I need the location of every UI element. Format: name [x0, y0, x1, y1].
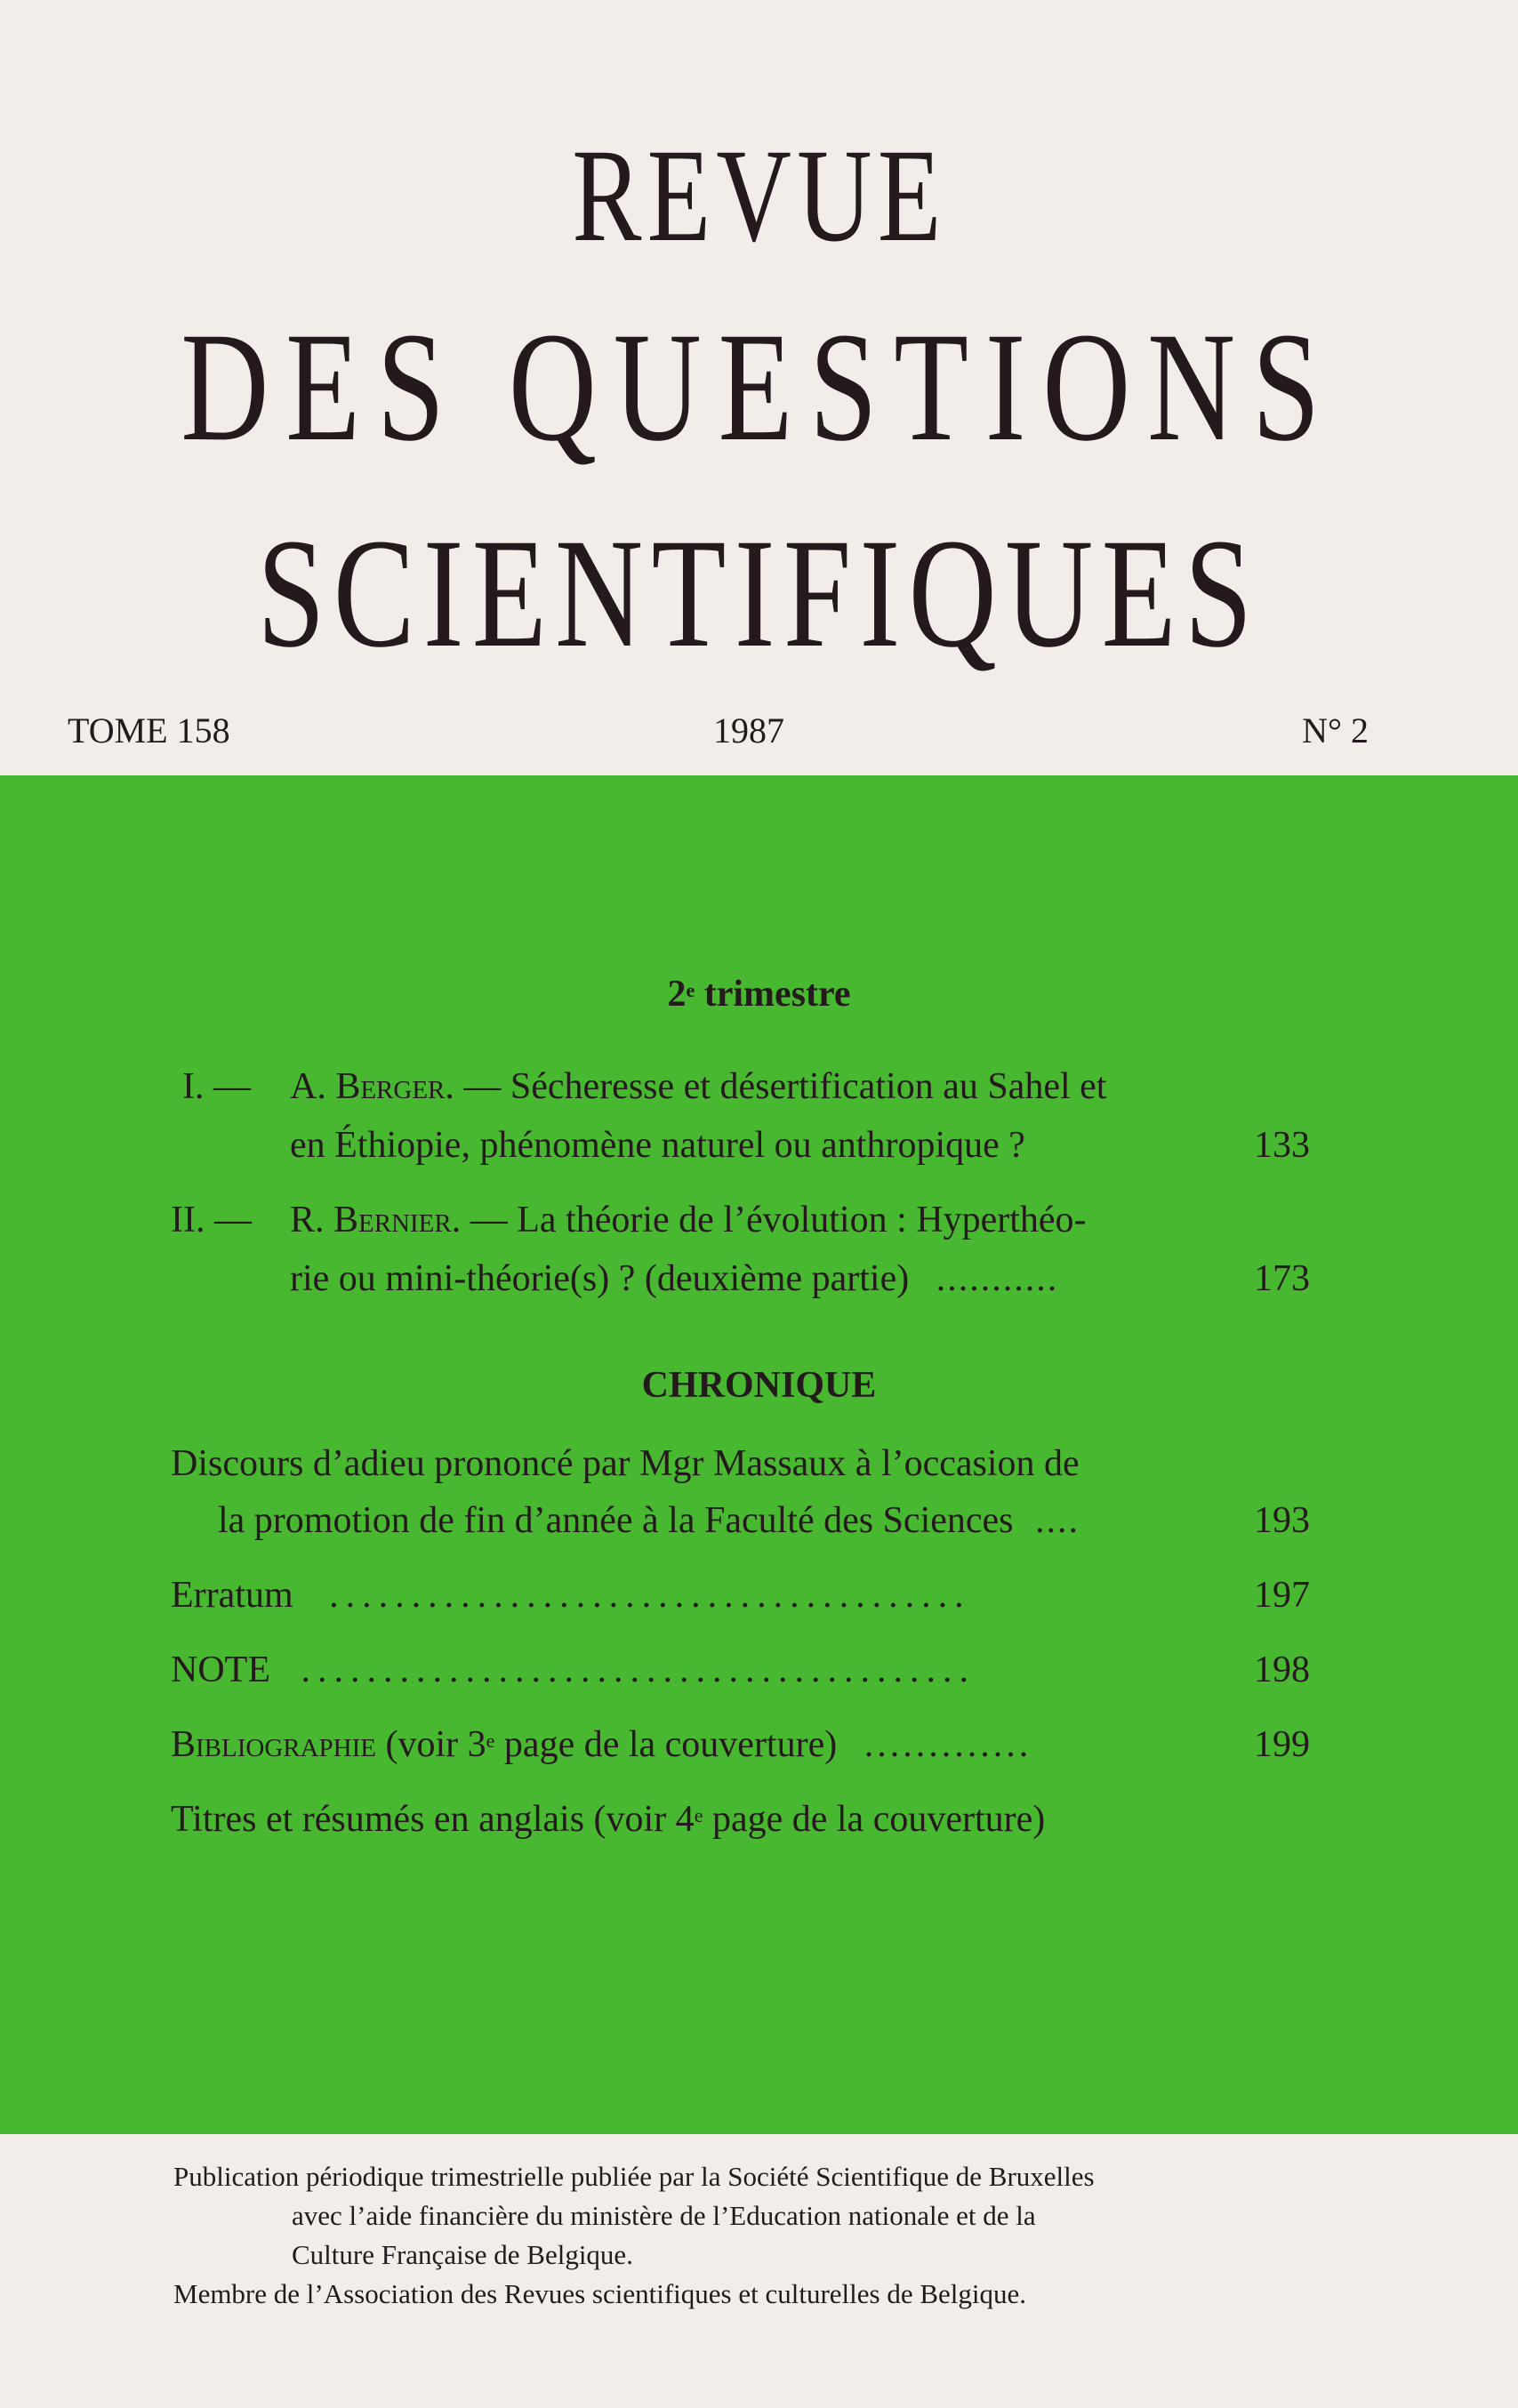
- note-line: [171, 1649, 976, 1691]
- biblio-leader: .............: [863, 1724, 1032, 1765]
- article-2-page: 173: [1254, 1258, 1310, 1299]
- title-line-des-questions: DES QUESTIONS: [181, 301, 1337, 474]
- footer-line-2: avec l’aide financière du ministère de l’Education nationale et de la: [292, 2200, 1036, 2231]
- trimestre-heading: 2e trimestre: [667, 974, 851, 1015]
- article-1-line1: A. Berger. — Sécheresse et désertification au Sahel et: [290, 1066, 1107, 1107]
- article-2-line2: rie ou mini-théorie(s) ? (deuxième partie) ...........: [290, 1258, 1059, 1299]
- erratum-label: Erratum: [171, 1575, 293, 1616]
- table-of-contents-panel: [0, 775, 1518, 2134]
- publication-year: 1987: [713, 710, 784, 750]
- footer-line-1: Publication périodique trimestrielle publiée par la Société Scientifique de Bruxelles: [173, 2161, 1095, 2192]
- article-2-leader: ...........: [936, 1258, 1059, 1299]
- article-2-roman: II. —: [171, 1200, 252, 1240]
- erratum-leader: .......................................: [329, 1575, 971, 1616]
- discours-line1: Discours d’adieu prononcé par Mgr Massaux à l’occasion de: [171, 1443, 1080, 1484]
- article-2-line1: R. Bernier. — La théorie de l’évolution : Hyperthéo-: [290, 1200, 1087, 1240]
- footer-line-3: Culture Française de Belgique.: [292, 2239, 633, 2270]
- cover-header: [0, 0, 1518, 775]
- article-1-page: 133: [1254, 1125, 1310, 1166]
- publication-footer: [0, 2134, 1518, 2408]
- title-line-scientifiques: SCIENTIFIQUES: [257, 507, 1261, 680]
- biblio-line: Bibliographie (voir 3e page de la couverture) .............: [171, 1724, 1032, 1765]
- article-1-line2: en Éthiopie, phénomène naturel ou anthropique ?: [290, 1125, 1025, 1166]
- footer-line-4: Membre de l’Association des Revues scientifiques et culturelles de Belgique.: [173, 2278, 1027, 2309]
- erratum-page: 197: [1254, 1575, 1310, 1616]
- article-1-author: A. Berger.: [290, 1066, 454, 1107]
- title-line-revue: REVUE: [571, 122, 947, 269]
- discours-line2: la promotion de fin d’année à la Faculté des Sciences ....: [218, 1500, 1080, 1541]
- issue-number: N° 2: [1302, 710, 1369, 750]
- note-leader: .........................................: [301, 1649, 976, 1690]
- erratum-line: [171, 1574, 971, 1617]
- discours-page: 193: [1254, 1500, 1310, 1541]
- tome-number: TOME 158: [68, 710, 230, 750]
- titres-resumes-line: Titres et résumés en anglais (voir 4e page de la couverture): [171, 1799, 1046, 1840]
- note-page: 198: [1254, 1649, 1310, 1690]
- discours-leader: ....: [1035, 1500, 1080, 1541]
- article-2-author: R. Bernier.: [290, 1200, 462, 1240]
- note-label: NOTE: [171, 1649, 270, 1690]
- biblio-label: Bibliographie: [171, 1724, 376, 1765]
- article-1-roman: I. —: [182, 1066, 251, 1107]
- chronique-heading: CHRONIQUE: [641, 1365, 877, 1406]
- biblio-page: 199: [1254, 1724, 1310, 1765]
